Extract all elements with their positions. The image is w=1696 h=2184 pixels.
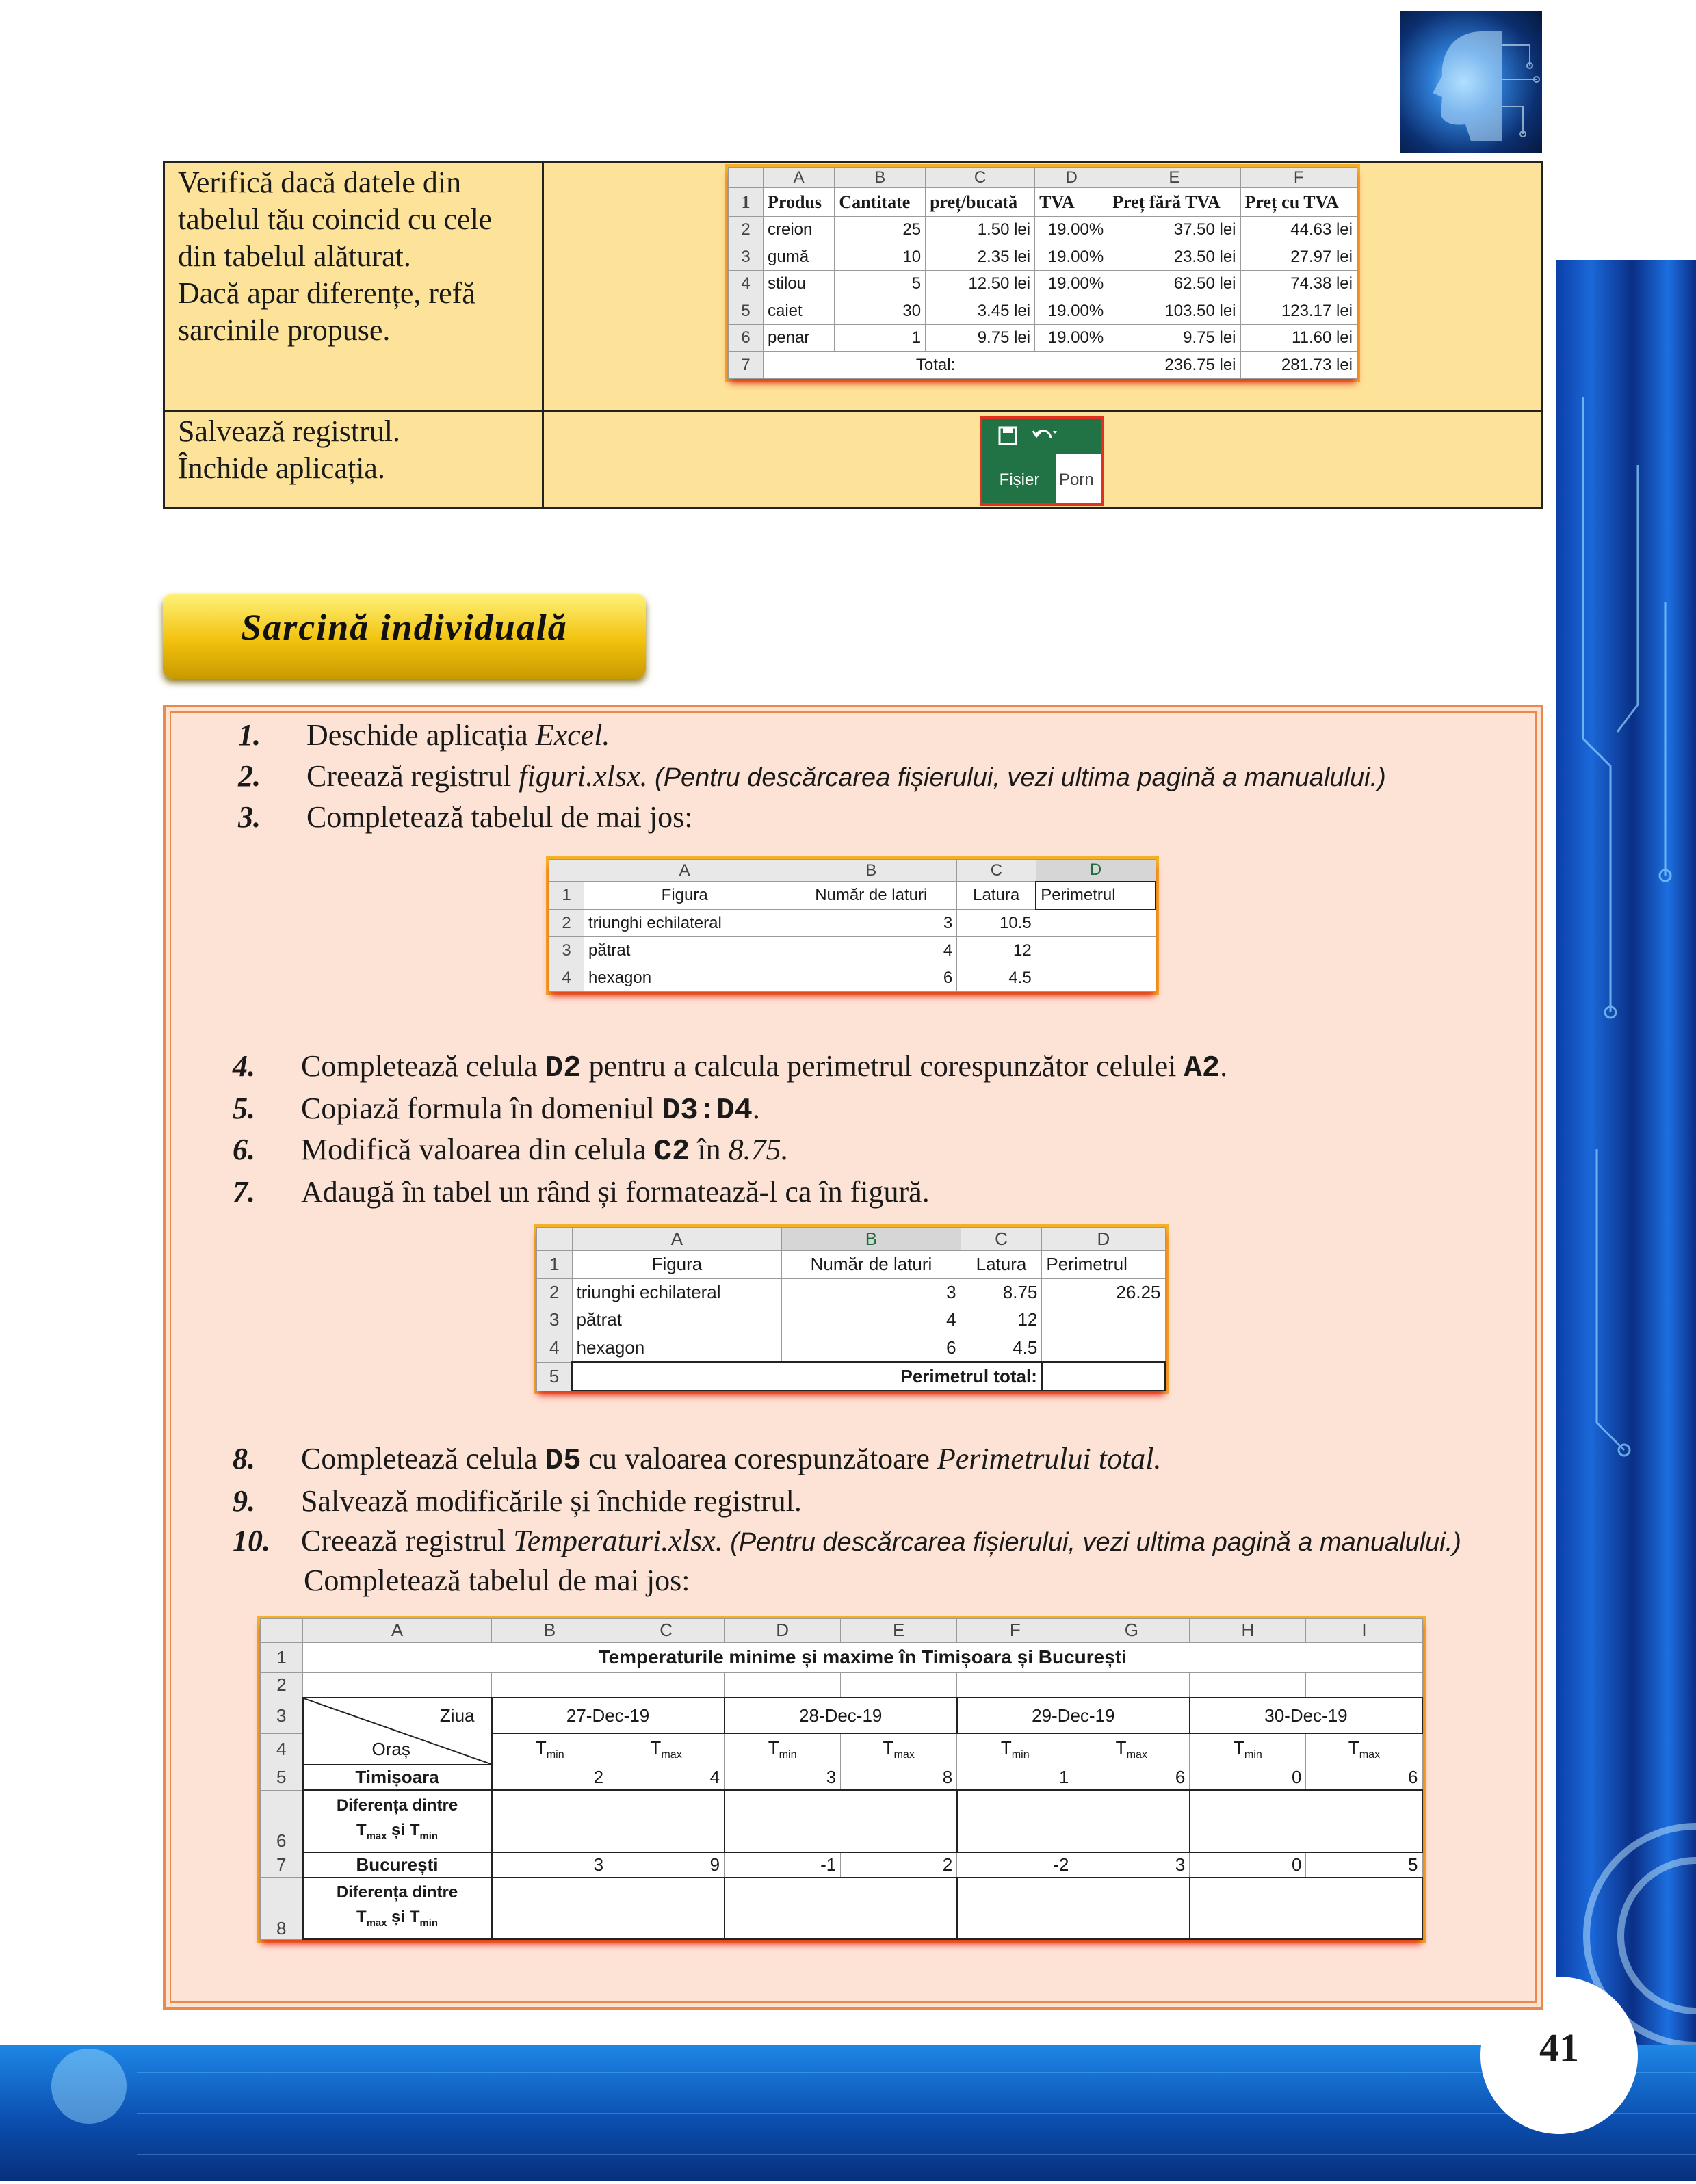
cell-reference: C2 — [653, 1135, 690, 1169]
cell[interactable]: triunghi echilateral — [584, 910, 785, 937]
column-header[interactable]: A — [764, 168, 835, 188]
cell[interactable]: triunghi echilateral — [572, 1278, 782, 1306]
step-number: 6. — [233, 1133, 255, 1166]
column-header[interactable]: D — [1036, 860, 1156, 882]
cell[interactable]: 26.25 — [1042, 1278, 1165, 1306]
select-all-corner[interactable] — [261, 1619, 303, 1643]
cell[interactable]: 8.75 — [961, 1278, 1042, 1306]
header-cell[interactable]: Preț cu TVA — [1240, 188, 1357, 217]
cell[interactable]: 27.97 lei — [1240, 244, 1357, 270]
step-text: Creează registrul — [301, 1524, 514, 1557]
step-text: Deschide aplicația — [306, 718, 536, 752]
cell[interactable]: 281.73 lei — [1240, 352, 1357, 379]
column-header[interactable]: B — [835, 168, 926, 188]
cell[interactable]: 23.50 lei — [1108, 244, 1240, 270]
instruction-line: Închide aplicația. — [178, 451, 385, 485]
table-row-divider — [163, 410, 1543, 412]
cell[interactable]: 3 — [492, 1852, 608, 1878]
tmin-header[interactable]: $T_{min}$ — [1190, 1733, 1306, 1765]
row-number[interactable]: 5 — [537, 1362, 573, 1391]
step-emphasis: Perimetrului total. — [937, 1442, 1162, 1475]
date-header[interactable]: 28-Dec-19 — [725, 1698, 957, 1733]
column-header[interactable]: A — [584, 860, 785, 882]
cell[interactable]: creion — [764, 217, 835, 244]
cell[interactable]: caiet — [764, 298, 835, 324]
column-header[interactable]: H — [1190, 1619, 1306, 1643]
cell[interactable]: 19.00% — [1035, 244, 1108, 270]
cell-reference: D3:D4 — [662, 1094, 753, 1128]
step-text: cu valoarea corespunzătoare — [581, 1442, 937, 1475]
cell[interactable]: 2 — [841, 1852, 957, 1878]
cell[interactable]: hexagon — [584, 964, 785, 992]
total-label-cell[interactable]: Perimetrul total: — [572, 1362, 1042, 1391]
difference-formula: $T_{max}$ și $T_{min}$ — [356, 1821, 438, 1842]
cell[interactable]: pătrat — [584, 937, 785, 964]
instruction-line: sarcinile propuse. — [178, 313, 391, 347]
difference-cell[interactable] — [957, 1878, 1190, 1939]
header-cell[interactable]: Latura — [957, 882, 1036, 910]
row-number[interactable]: 5 — [729, 298, 764, 324]
cell[interactable]: 4.5 — [961, 1334, 1042, 1362]
step-text: Modifică valoarea din celula — [301, 1133, 654, 1166]
cell[interactable]: 5 — [1306, 1852, 1422, 1878]
column-header[interactable]: A — [572, 1228, 782, 1251]
column-header[interactable]: D — [725, 1619, 841, 1643]
row-number[interactable]: 7 — [729, 352, 764, 379]
column-header[interactable]: B — [492, 1619, 608, 1643]
cell[interactable] — [1190, 1672, 1306, 1698]
cell[interactable]: 74.38 lei — [1240, 271, 1357, 298]
cell[interactable]: 9.75 lei — [1108, 325, 1240, 352]
cell[interactable] — [1036, 964, 1156, 992]
step-text: Completează celula — [301, 1049, 545, 1083]
difference-cell[interactable] — [725, 1878, 957, 1939]
row-number[interactable]: 5 — [261, 1765, 303, 1790]
step-6 — [233, 1131, 1505, 1168]
row-number[interactable]: 2 — [729, 217, 764, 244]
column-header[interactable]: C — [957, 860, 1036, 882]
table-column-divider — [542, 161, 544, 509]
row-number[interactable]: 1 — [549, 882, 584, 910]
section-title: Sarcină individuală — [241, 607, 568, 648]
step-9 — [233, 1483, 1505, 1520]
column-header[interactable]: C — [961, 1228, 1042, 1251]
cell[interactable]: 1 — [957, 1765, 1073, 1790]
cell[interactable]: 103.50 lei — [1108, 298, 1240, 324]
difference-label: Diferența dintre — [336, 1883, 458, 1902]
cell[interactable]: 4 — [608, 1765, 725, 1790]
date-header[interactable]: 29-Dec-19 — [957, 1698, 1190, 1733]
cell[interactable] — [608, 1672, 725, 1698]
row-number[interactable]: 4 — [729, 271, 764, 298]
step-4 — [233, 1048, 1505, 1085]
cell[interactable] — [1036, 937, 1156, 964]
row-number[interactable]: 4 — [537, 1334, 573, 1362]
instruction-line: Dacă apar diferențe, refă — [178, 276, 475, 310]
step-emphasis: figuri.xlsx. — [519, 759, 648, 793]
row-number[interactable]: 1 — [261, 1642, 303, 1672]
instruction-line: tabelul tău coincid cu cele — [178, 202, 493, 236]
difference-cell[interactable] — [1190, 1790, 1422, 1852]
ai-head-image — [1400, 11, 1542, 153]
tmin-header[interactable]: $T_{min}$ — [725, 1733, 841, 1765]
step-number: 7. — [233, 1175, 255, 1209]
select-all-corner[interactable] — [549, 860, 584, 882]
total-label-cell[interactable]: Total: — [764, 352, 1108, 379]
step-emphasis: Temperaturi.xlsx. — [513, 1524, 723, 1557]
step-number: 1. — [238, 718, 261, 752]
product-spreadsheet — [728, 167, 1357, 379]
select-all-corner[interactable] — [729, 168, 764, 188]
difference-cell[interactable] — [957, 1790, 1190, 1852]
column-header[interactable]: F — [1240, 168, 1357, 188]
column-header[interactable]: I — [1306, 1619, 1422, 1643]
corner-label-day: Ziua — [439, 1705, 475, 1726]
header-cell[interactable]: Figura — [584, 882, 785, 910]
temperature-spreadsheet — [260, 1618, 1423, 1940]
step-number: 8. — [233, 1442, 255, 1475]
instruction-save-close — [178, 413, 534, 487]
cell[interactable]: 0 — [1190, 1852, 1306, 1878]
cell[interactable]: 3 — [1073, 1852, 1190, 1878]
cell[interactable] — [1036, 910, 1156, 937]
row-number[interactable]: 6 — [261, 1790, 303, 1852]
row-number[interactable]: 6 — [729, 325, 764, 352]
cell[interactable]: 6 — [785, 964, 957, 992]
difference-cell[interactable] — [725, 1790, 957, 1852]
column-header[interactable]: F — [957, 1619, 1073, 1643]
row-number[interactable]: 2 — [261, 1672, 303, 1698]
column-header[interactable]: G — [1073, 1619, 1190, 1643]
difference-label-cell[interactable] — [303, 1878, 492, 1939]
cell[interactable]: 10.5 — [957, 910, 1036, 937]
cell[interactable] — [1042, 1306, 1165, 1334]
cell[interactable]: 4.5 — [957, 964, 1036, 992]
cell[interactable]: 37.50 lei — [1108, 217, 1240, 244]
cell[interactable]: 10 — [835, 244, 926, 270]
cell[interactable] — [1042, 1362, 1165, 1391]
city-name-cell[interactable]: Timișoara — [303, 1765, 492, 1790]
cell[interactable]: 8 — [841, 1765, 957, 1790]
header-cell[interactable]: Număr de laturi — [785, 882, 957, 910]
download-note: (Pentru descărcarea fișierului, vezi ultima pagină a manualului.) — [647, 763, 1386, 792]
diagonal-header-cell[interactable] — [303, 1698, 492, 1765]
tmin-header[interactable]: $T_{min}$ — [957, 1733, 1073, 1765]
cell[interactable]: 44.63 lei — [1240, 217, 1357, 244]
cell[interactable] — [1073, 1672, 1190, 1698]
row-number[interactable]: 7 — [261, 1852, 303, 1878]
row-number[interactable]: 3 — [261, 1698, 303, 1733]
header-cell[interactable]: Perimetrul — [1036, 882, 1156, 910]
step-emphasis: 8.75. — [728, 1133, 789, 1166]
cell[interactable]: 9 — [608, 1852, 725, 1878]
header-cell[interactable]: Număr de laturi — [782, 1251, 961, 1279]
instruction-line: din tabelul alăturat. — [178, 239, 411, 273]
step-text: . — [1220, 1049, 1228, 1083]
cell[interactable]: 1.50 lei — [926, 217, 1035, 244]
row-number[interactable]: 3 — [729, 244, 764, 270]
step-text: pentru a calcula perimetrul corespunzător celulei — [581, 1049, 1184, 1083]
select-all-corner[interactable] — [537, 1228, 573, 1251]
step-text: . — [752, 1092, 760, 1125]
quick-access-toolbar — [982, 419, 1101, 454]
step-number: 5. — [233, 1092, 255, 1125]
cell-reference: D5 — [545, 1444, 582, 1478]
row-number[interactable]: 3 — [549, 937, 584, 964]
home-tab[interactable]: Porn — [1059, 471, 1094, 489]
cell[interactable]: 12.50 lei — [926, 271, 1035, 298]
download-note: (Pentru descărcarea fișierului, vezi ultima pagină a manualului.) — [722, 1528, 1461, 1557]
column-header[interactable]: D — [1035, 168, 1108, 188]
date-header[interactable]: 27-Dec-19 — [492, 1698, 725, 1733]
difference-cell[interactable] — [492, 1790, 725, 1852]
instruction-line: Salvează registrul. — [178, 415, 400, 448]
cell[interactable]: -2 — [957, 1852, 1073, 1878]
difference-label: Diferența dintre — [336, 1796, 458, 1815]
cell[interactable]: penar — [764, 325, 835, 352]
decorative-circuit-strip — [1556, 260, 1696, 2181]
cell[interactable]: 19.00% — [1035, 217, 1108, 244]
cell[interactable]: 3 — [785, 910, 957, 937]
cell[interactable]: 3.45 lei — [926, 298, 1035, 324]
row-number[interactable]: 2 — [537, 1278, 573, 1306]
step-text: în — [690, 1133, 729, 1166]
step-text: Completează celula — [301, 1442, 545, 1475]
step-text: Creează registrul — [306, 759, 519, 793]
column-header[interactable]: C — [926, 168, 1035, 188]
cell[interactable]: 2.35 lei — [926, 244, 1035, 270]
row-number[interactable]: 4 — [549, 964, 584, 992]
header-cell[interactable]: Preț fără TVA — [1108, 188, 1240, 217]
step-number: 9. — [233, 1484, 255, 1518]
step-number: 2. — [238, 759, 261, 793]
cell[interactable]: 12 — [961, 1306, 1042, 1334]
undo-icon[interactable] — [1030, 425, 1058, 446]
row-number[interactable]: 8 — [261, 1878, 303, 1939]
step-text: Adaugă în tabel un rând și formatează-l ca în figură. — [301, 1175, 930, 1209]
row-number[interactable]: 1 — [729, 188, 764, 217]
cell[interactable]: 236.75 lei — [1108, 352, 1240, 379]
column-header[interactable]: A — [303, 1619, 492, 1643]
cell[interactable]: 2 — [492, 1765, 608, 1790]
step-number: 10. — [233, 1524, 270, 1557]
row-number[interactable]: 2 — [549, 910, 584, 937]
step-number: 4. — [233, 1049, 255, 1083]
cell[interactable] — [492, 1672, 608, 1698]
step-10 — [233, 1523, 1519, 1560]
cell[interactable]: -1 — [725, 1852, 841, 1878]
save-icon[interactable] — [997, 425, 1018, 446]
cell[interactable] — [303, 1672, 492, 1698]
cell[interactable]: 123.17 lei — [1240, 298, 1357, 324]
cell[interactable]: 19.00% — [1035, 298, 1108, 324]
instruction-verify — [178, 164, 534, 349]
column-header[interactable]: B — [785, 860, 957, 882]
instruction-line: Verifică dacă datele din — [178, 166, 462, 199]
step-number: 3. — [238, 800, 261, 834]
difference-cell[interactable] — [1190, 1878, 1422, 1939]
difference-label-cell[interactable] — [303, 1790, 492, 1852]
cell[interactable]: 12 — [957, 937, 1036, 964]
row-number[interactable]: 4 — [261, 1733, 303, 1765]
cell[interactable]: 25 — [835, 217, 926, 244]
difference-formula: $T_{max}$ și $T_{min}$ — [356, 1908, 438, 1930]
city-name-cell[interactable]: București — [303, 1852, 492, 1878]
figures-spreadsheet-extended — [536, 1227, 1166, 1391]
row-number[interactable]: 1 — [537, 1251, 573, 1279]
header-cell[interactable]: Perimetrul — [1042, 1251, 1165, 1279]
step-text: Salvează modificările și închide registrul. — [301, 1484, 802, 1518]
step-3 — [238, 799, 1470, 836]
tmin-header[interactable]: $T_{min}$ — [492, 1733, 608, 1765]
cell[interactable]: 0 — [1190, 1765, 1306, 1790]
cell[interactable]: pătrat — [572, 1306, 782, 1334]
column-header[interactable]: D — [1042, 1228, 1165, 1251]
header-cell[interactable]: preț/bucată — [926, 188, 1035, 217]
excel-ribbon-snippet — [980, 416, 1104, 506]
cell[interactable]: 6 — [1306, 1765, 1422, 1790]
figures-spreadsheet — [549, 859, 1156, 992]
column-header[interactable]: E — [841, 1619, 957, 1643]
row-number[interactable]: 3 — [537, 1306, 573, 1334]
sheet-title-cell[interactable]: Temperaturile minime și maxime în Timișoara și București — [303, 1642, 1423, 1672]
cell[interactable]: gumă — [764, 244, 835, 270]
tmax-header[interactable]: $T_{max}$ — [608, 1733, 725, 1765]
cell[interactable]: 4 — [785, 937, 957, 964]
cell[interactable]: 3 — [782, 1278, 961, 1306]
corner-label-city: Oraș — [371, 1739, 410, 1760]
cell[interactable]: 5 — [835, 271, 926, 298]
tmax-header[interactable]: $T_{max}$ — [1306, 1733, 1422, 1765]
step-10-continuation: Completează tabelul de mai jos: — [304, 1564, 690, 1597]
cell[interactable] — [1306, 1672, 1422, 1698]
cell[interactable]: 19.00% — [1035, 325, 1108, 352]
cell[interactable] — [841, 1672, 957, 1698]
page-number: 41 — [1539, 2025, 1579, 2070]
cell[interactable] — [725, 1672, 841, 1698]
cell[interactable]: 30 — [835, 298, 926, 324]
cell[interactable]: hexagon — [572, 1334, 782, 1362]
step-7 — [233, 1174, 1505, 1211]
tmax-header[interactable]: $T_{max}$ — [1073, 1733, 1190, 1765]
column-header[interactable]: E — [1108, 168, 1240, 188]
cell[interactable] — [957, 1672, 1073, 1698]
cell[interactable]: 62.50 lei — [1108, 271, 1240, 298]
step-1 — [238, 717, 1470, 754]
header-cell[interactable]: TVA — [1035, 188, 1108, 217]
step-text: Copiază formula în domeniul — [301, 1092, 662, 1125]
cell[interactable]: 3 — [725, 1765, 841, 1790]
header-cell[interactable]: Figura — [572, 1251, 782, 1279]
step-text: Completează tabelul de mai jos: — [306, 800, 693, 834]
date-header[interactable]: 30-Dec-19 — [1190, 1698, 1422, 1733]
file-tab[interactable]: Fișier — [982, 454, 1056, 506]
step-2 — [238, 758, 1470, 795]
step-5 — [233, 1090, 1505, 1127]
column-header[interactable]: B — [782, 1228, 961, 1251]
cell[interactable]: 6 — [1073, 1765, 1190, 1790]
tmax-header[interactable]: $T_{max}$ — [841, 1733, 957, 1765]
header-cell[interactable]: Cantitate — [835, 188, 926, 217]
cell[interactable]: 6 — [782, 1334, 961, 1362]
cell[interactable] — [1042, 1334, 1165, 1362]
header-cell[interactable]: Produs — [764, 188, 835, 217]
cell-reference: A2 — [1184, 1051, 1221, 1086]
header-cell[interactable]: Latura — [961, 1251, 1042, 1279]
cell[interactable]: 9.75 lei — [926, 325, 1035, 352]
step-8 — [233, 1440, 1505, 1477]
cell[interactable]: 1 — [835, 325, 926, 352]
cell[interactable]: stilou — [764, 271, 835, 298]
cell[interactable]: 4 — [782, 1306, 961, 1334]
column-header[interactable]: C — [608, 1619, 725, 1643]
cell[interactable]: 11.60 lei — [1240, 325, 1357, 352]
step-emphasis: Excel. — [535, 718, 610, 752]
cell[interactable]: 19.00% — [1035, 271, 1108, 298]
cell-reference: D2 — [545, 1051, 582, 1086]
decorative-bottom-band — [0, 2045, 1696, 2181]
difference-cell[interactable] — [492, 1878, 725, 1939]
